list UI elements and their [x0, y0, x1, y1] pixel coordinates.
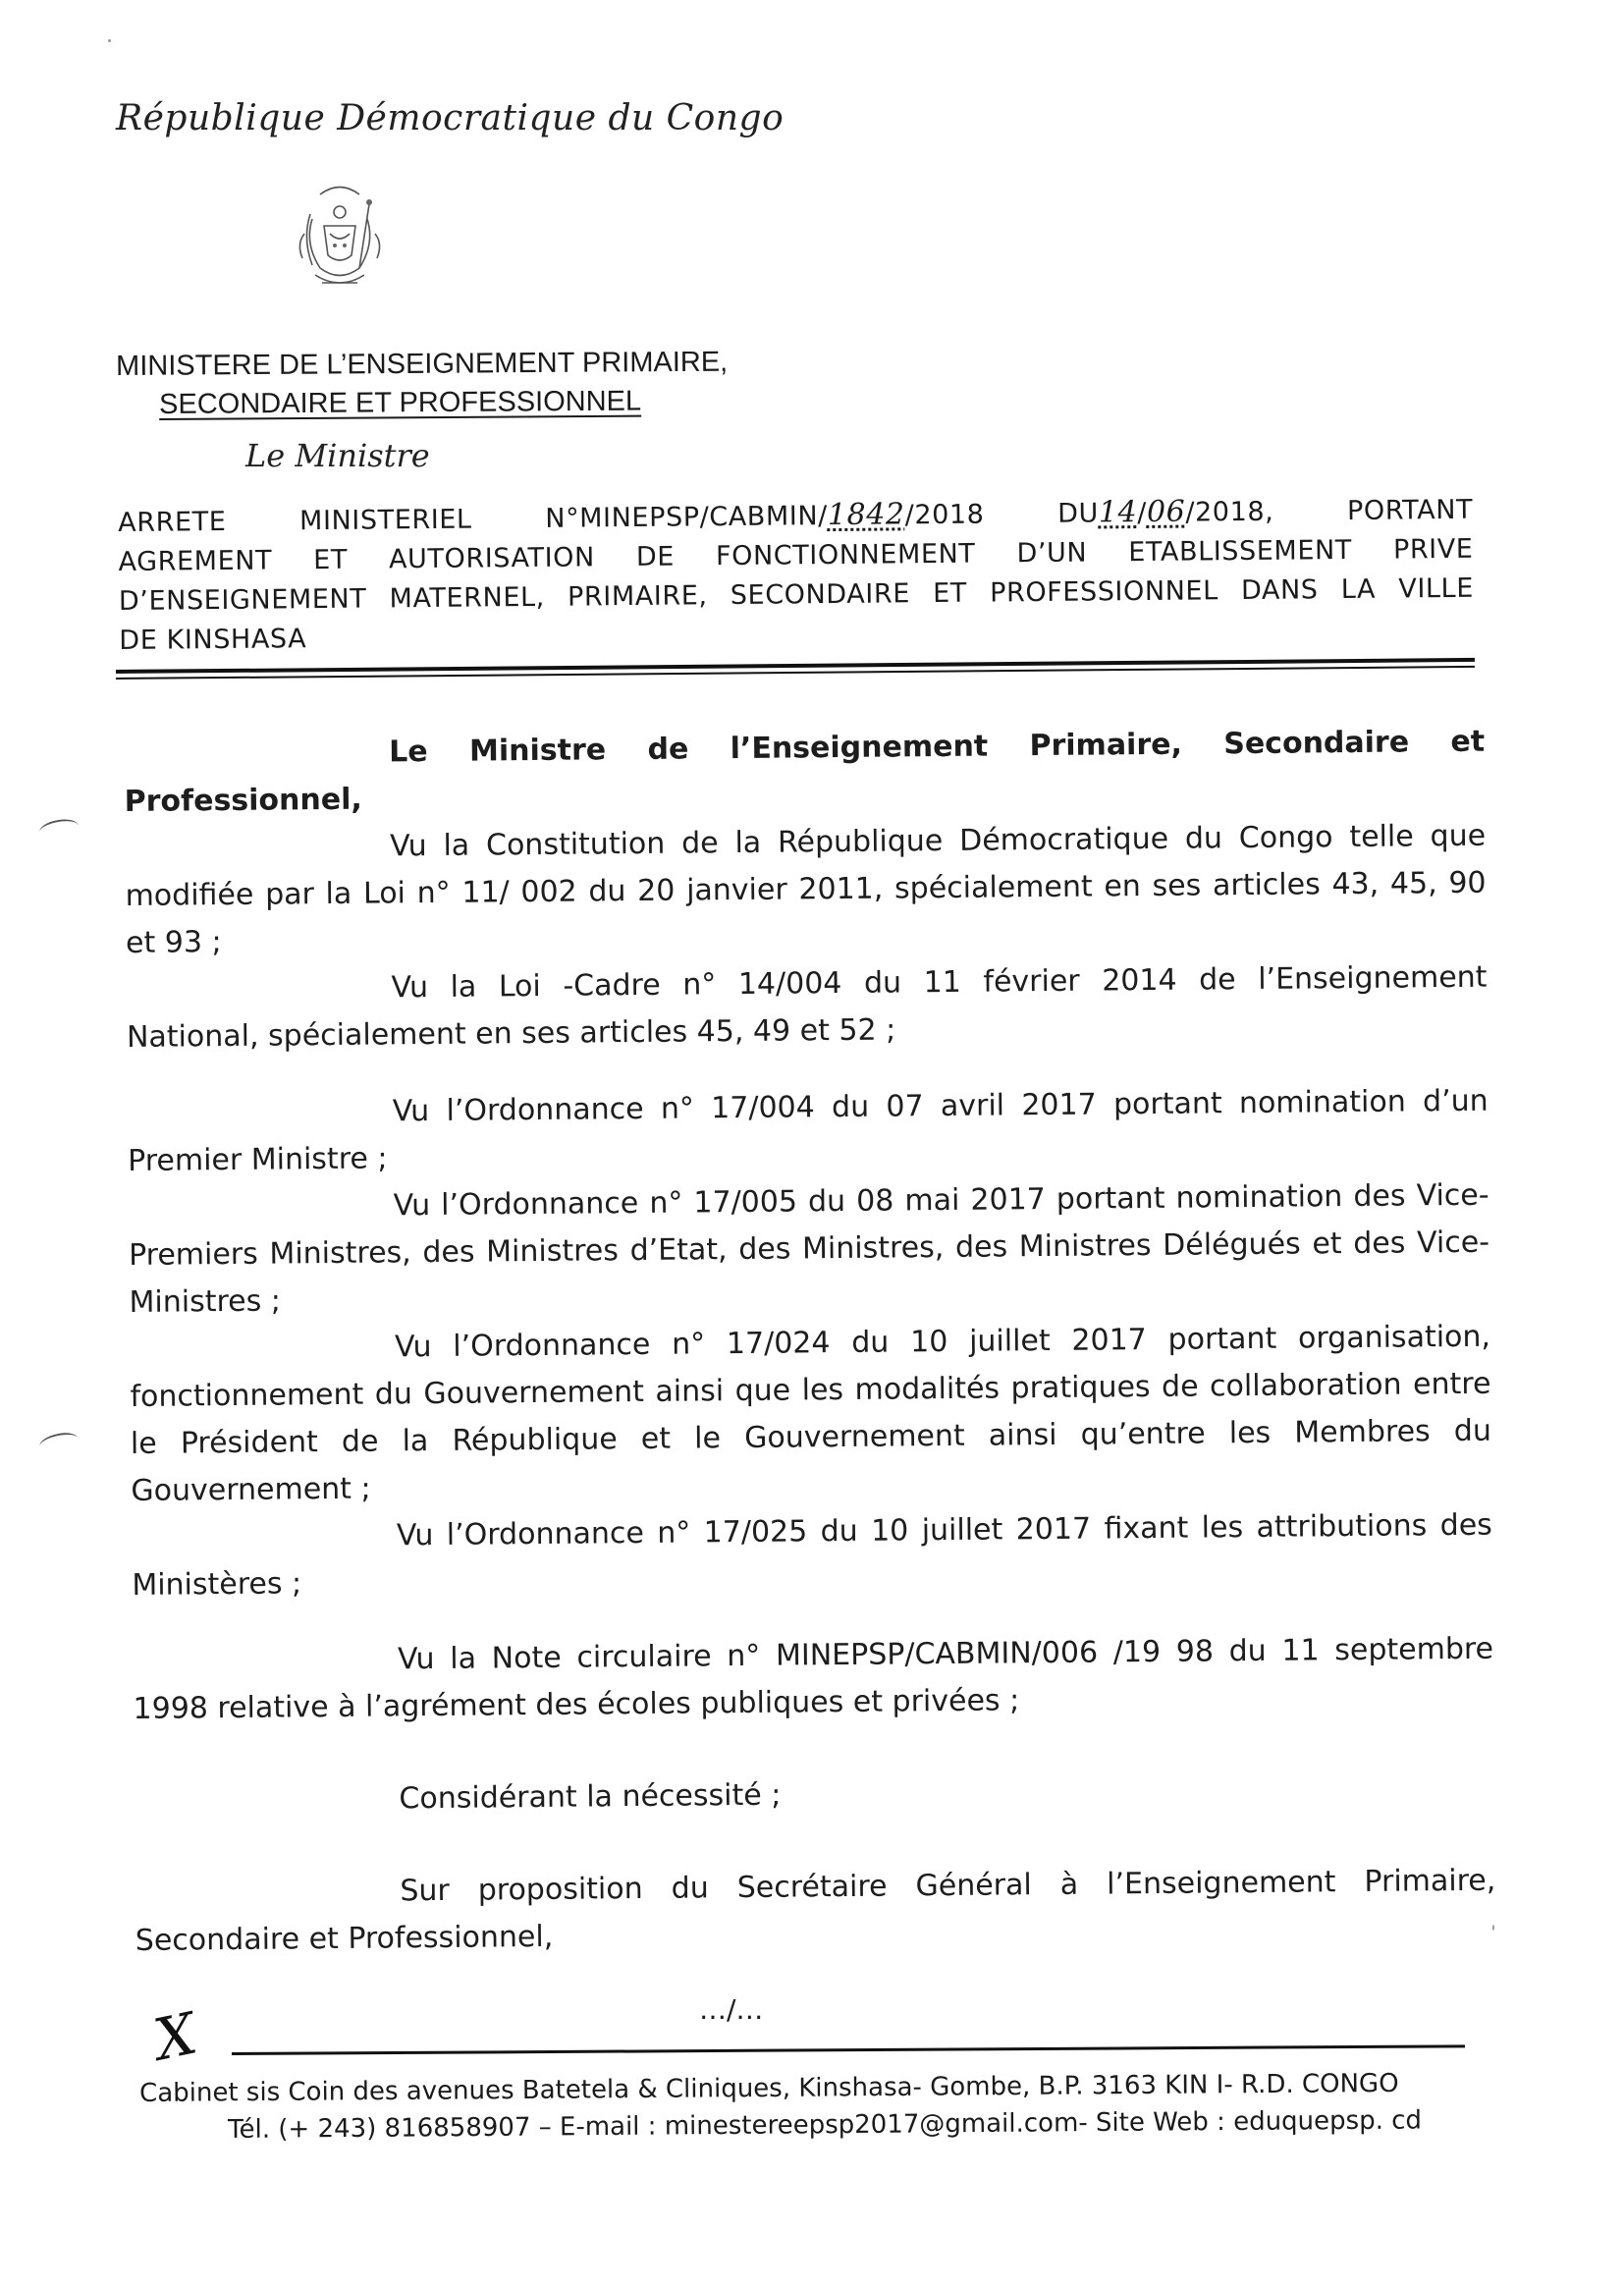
coat-of-arms-emblem [291, 175, 389, 307]
scan-speck [108, 39, 111, 42]
continuation-marker: …/… [699, 1993, 764, 2026]
considerant: Considérant la nécessité ; [399, 1777, 782, 1817]
vu-constitution: Vu la Constitution de la République Démocratique du Congo telle que modifiée par la Loi n° 11/ 002 du 20 janvier 2011, spécialement en ses articles 43, 45, 90 et 93 ; [125, 818, 1487, 960]
decree-title-line2: AGREMENT ET AUTORISATION DE FONCTIONNEMENT D’UN ETABLISSEMENT PRIVE [118, 533, 1474, 577]
scan-artifact-mark [38, 1430, 81, 1455]
sur-proposition: Sur proposition du Secrétaire Général à l’Enseignement Primaire, Secondaire et Professionnel, [135, 1863, 1496, 1958]
vu-note-circulaire: Vu la Note circulaire n° MINEPSP/CABMIN/006 /19 98 du 11 septembre 1998 relative à l’agrément des écoles publiques et privées ; [133, 1631, 1494, 1726]
vu-ordonnance-025: Vu l’Ordonnance n° 17/025 du 10 juillet 2017 fixant les attributions des Ministères ; [132, 1507, 1492, 1603]
decree-title-line4: DE KINSHASA [119, 624, 307, 656]
decree-body [124, 719, 1496, 1965]
decree-title [118, 490, 1474, 661]
decree-title-line1: ARRETE MINISTERIEL N°MINEPSP/CABMIN/1842/2018 DU14/06/2018, PORTANT [118, 494, 1474, 538]
vu-loi-cadre: Vu la Loi -Cadre n° 14/004 du 11 février 2014 de l’Enseignement National, spécialement en ses articles 45, 49 et 52 ; [126, 959, 1488, 1055]
minister-title: Le Ministre [245, 437, 430, 474]
vu-ordonnance-005: Vu l’Ordonnance n° 17/005 du 08 mai 2017 portant nomination des Vice-Premiers Ministres, des Ministres d’Etat, des Ministres, des Ministres Délégués et des Vice- Ministres ; [128, 1177, 1490, 1320]
intro-minister-line2: Professionnel, [124, 782, 362, 819]
footer-address: Cabinet sis Coin des avenues Batetela & Cliniques, Kinshasa- Gombe, B.P. 3163 KIN I- R.D. CONGO [139, 2068, 1399, 2108]
ministry-name-line1: MINISTERE DE L’ENSEIGNEMENT PRIMAIRE, [116, 346, 729, 382]
ministry-name-line2: SECONDAIRE ET PROFESSIONNEL [159, 385, 642, 420]
handwritten-initial-mark: X [148, 1999, 202, 2074]
handwritten-decree-number: 1842 [827, 497, 905, 533]
republic-heading: République Démocratique du Congo [116, 98, 785, 138]
intro-minister-line: Le Ministre de l’Enseignement Primaire, Secondaire et [389, 724, 1486, 770]
scan-speck [1492, 1925, 1494, 1931]
decree-title-line3: D’ENSEIGNEMENT MATERNEL, PRIMAIRE, SECONDAIRE ET PROFESSIONNEL DANS LA VILLE [118, 572, 1475, 617]
vu-ordonnance-024: Vu l’Ordonnance n° 17/024 du 10 juillet 2017 portant organisation, fonctionnement du Gouvernement ainsi que les modalités pratiques de collaboration entre le Président de la République et le Gouvernement ainsi qu’entre les Membres du Gouvernement ; [130, 1319, 1492, 1508]
footer-contact: Tél. (+ 243) 816858907 – E-mail : minestereepsp2017@gmail.com- Site Web : eduquepsp. cd [228, 2105, 1423, 2145]
scan-artifact-mark [38, 817, 81, 842]
handwritten-date-day: 14 [1098, 495, 1138, 530]
vu-ordonnance-004: Vu l’Ordonnance n° 17/004 du 07 avril 2017 portant nomination d’un Premier Ministre ; [128, 1083, 1489, 1178]
footer-divider [232, 2044, 1465, 2055]
handwritten-date-month: 06 [1146, 494, 1186, 529]
